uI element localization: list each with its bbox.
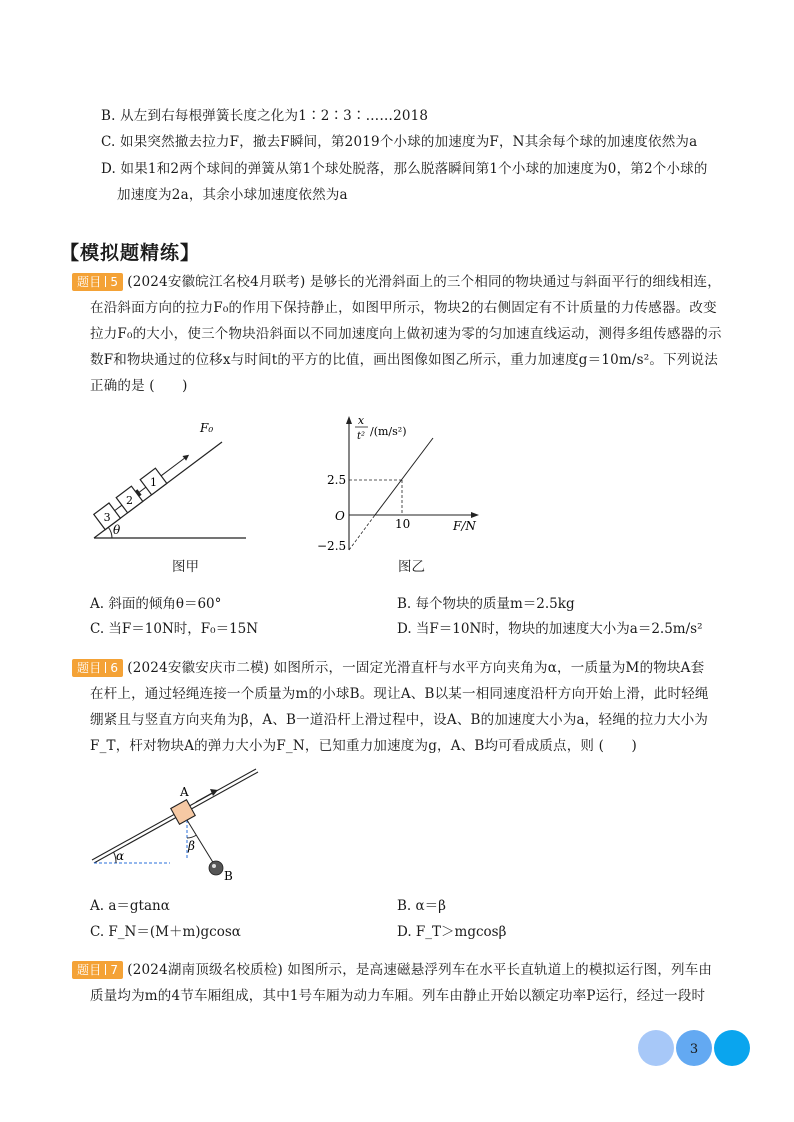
prev-option-b: B. 从左到右每根弹簧长度之化为1∶2∶3∶……2018 (101, 108, 429, 124)
beta-label: β (188, 839, 195, 853)
q7-tag (72, 961, 123, 979)
prev-option-c: C. 如果突然撤去拉力F，撤去F瞬间，第2019个小球的加速度为F，N其余每个球的加速度依然为a (101, 134, 698, 150)
q6-line3: 绷紧且与竖直方向夹角为β，A、B一道沿杆上滑过程中，设A、B的加速度大小为a，轻绳的拉力大小为 (90, 712, 709, 728)
q5-tag-number: 5 (110, 275, 119, 289)
q5-line5: 正确的是 ( ) (90, 378, 188, 394)
q7-tag-number: 7 (110, 963, 119, 977)
q6-tag-label: 题目 (77, 661, 102, 675)
angle-theta-label: θ (113, 523, 121, 537)
block-3-label: 3 (103, 510, 111, 524)
prev-option-d-line1: D. 如果1和2两个球间的弹簧从第1个球处脱落，那么脱落瞬间第1个小球的加速度为0，第2个小球的 (101, 161, 708, 177)
q6-option-d[interactable]: D. F_T＞mgcosβ (397, 924, 507, 940)
figure-incline-blocks (88, 412, 258, 547)
figure-graph-yi (305, 410, 485, 555)
q6-text-1: (2024安徽安庆市二模) 如图所示，一固定光滑直杆与水平方向夹角为α，一质量为M的物块A套 (127, 660, 705, 676)
q6-option-b[interactable]: B. α＝β (397, 898, 446, 914)
label-a: A (180, 785, 189, 799)
ytick-positive: 2.5 (327, 473, 347, 487)
page-number: 3 (689, 1042, 699, 1057)
q7-text-1: (2024湖南顶级名校质检) 如图所示，是高速磁悬浮列车在水平长直轨道上的模拟运行图，列车由 (127, 962, 713, 978)
origin-label: O (335, 509, 345, 523)
block-a (171, 800, 195, 824)
figure-rod-block-ball (88, 764, 268, 884)
q5-line3: 拉力F₀的大小，使三个物块沿斜面以不同加速度向上做初速为零的匀加速直线运动，测得多组传感器的示 (90, 326, 722, 342)
q5-line2: 在沿斜面方向的拉力F₀的作用下保持静止，如图甲所示，物块2的右侧固定有不计质量的力传感器。改变 (90, 300, 717, 316)
force-f0-label: F₀ (200, 421, 214, 435)
q6-line1 (72, 658, 704, 678)
q5-line1 (72, 272, 721, 292)
xtick-10: 10 (395, 517, 411, 531)
ball-b (209, 861, 223, 875)
prev-option-d-line2: 加速度为2a，其余小球加速度依然为a (117, 187, 348, 203)
alpha-label: α (116, 849, 125, 863)
page-number-badge (636, 1028, 756, 1068)
figure-yi-caption: 图乙 (398, 559, 425, 575)
q7-line2: 质量均为m的4节车厢组成，其中1号车厢为动力车厢。列车由静止开始以额定功率P运行，经过一段时 (90, 988, 706, 1004)
q5-text-1: (2024安徽皖江名校4月联考) 是够长的光滑斜面上的三个相同的物块通过与斜面平行的细线相连， (127, 274, 721, 290)
q6-option-a[interactable]: A. a＝gtanα (90, 898, 170, 914)
q7-tag-label: 题目 (77, 963, 102, 977)
label-b: B (224, 869, 233, 883)
q6-line4: F_T，杆对物块A的弹力大小为F_N，已知重力加速度为g，A、B均可看成质点，则 ( ) (90, 738, 637, 754)
ytick-negative: −2.5 (317, 539, 347, 553)
q5-option-d[interactable]: D. 当F＝10N时，物块的加速度大小为a＝2.5m/s² (397, 621, 703, 637)
block-2-label: 2 (125, 493, 133, 507)
q5-tag (72, 273, 123, 291)
q5-option-b[interactable]: B. 每个物块的质量m＝2.5kg (397, 596, 575, 612)
q6-tag (72, 659, 123, 677)
y-label-numerator: x (357, 414, 365, 427)
q5-option-c[interactable]: C. 当F＝10N时，F₀＝15N (90, 621, 259, 637)
section-heading: 【模拟题精练】 (60, 242, 201, 264)
block-1-label: 1 (149, 475, 157, 489)
y-label-unit: /(m/s²) (370, 425, 407, 438)
figure-jia-caption: 图甲 (172, 559, 199, 575)
q5-option-a[interactable]: A. 斜面的倾角θ＝60° (90, 596, 222, 612)
y-label-denominator: t² (356, 431, 366, 442)
q5-line4: 数F和物块通过的位移x与时间t的平方的比值，画出图像如图乙所示，重力加速度g＝10m/s²。下列说法 (90, 352, 718, 368)
x-axis-label: F/N (453, 519, 476, 533)
q6-line2: 在杆上，通过轻绳连接一个质量为m的小球B。现让A、B以某一相同速度沿杆方向开始上滑，此时轻绳 (90, 686, 709, 702)
q6-tag-number: 6 (110, 661, 119, 675)
q7-line1 (72, 960, 712, 980)
q5-tag-label: 题目 (77, 275, 102, 289)
q6-option-c[interactable]: C. F_N＝(M＋m)gcosα (90, 924, 241, 940)
